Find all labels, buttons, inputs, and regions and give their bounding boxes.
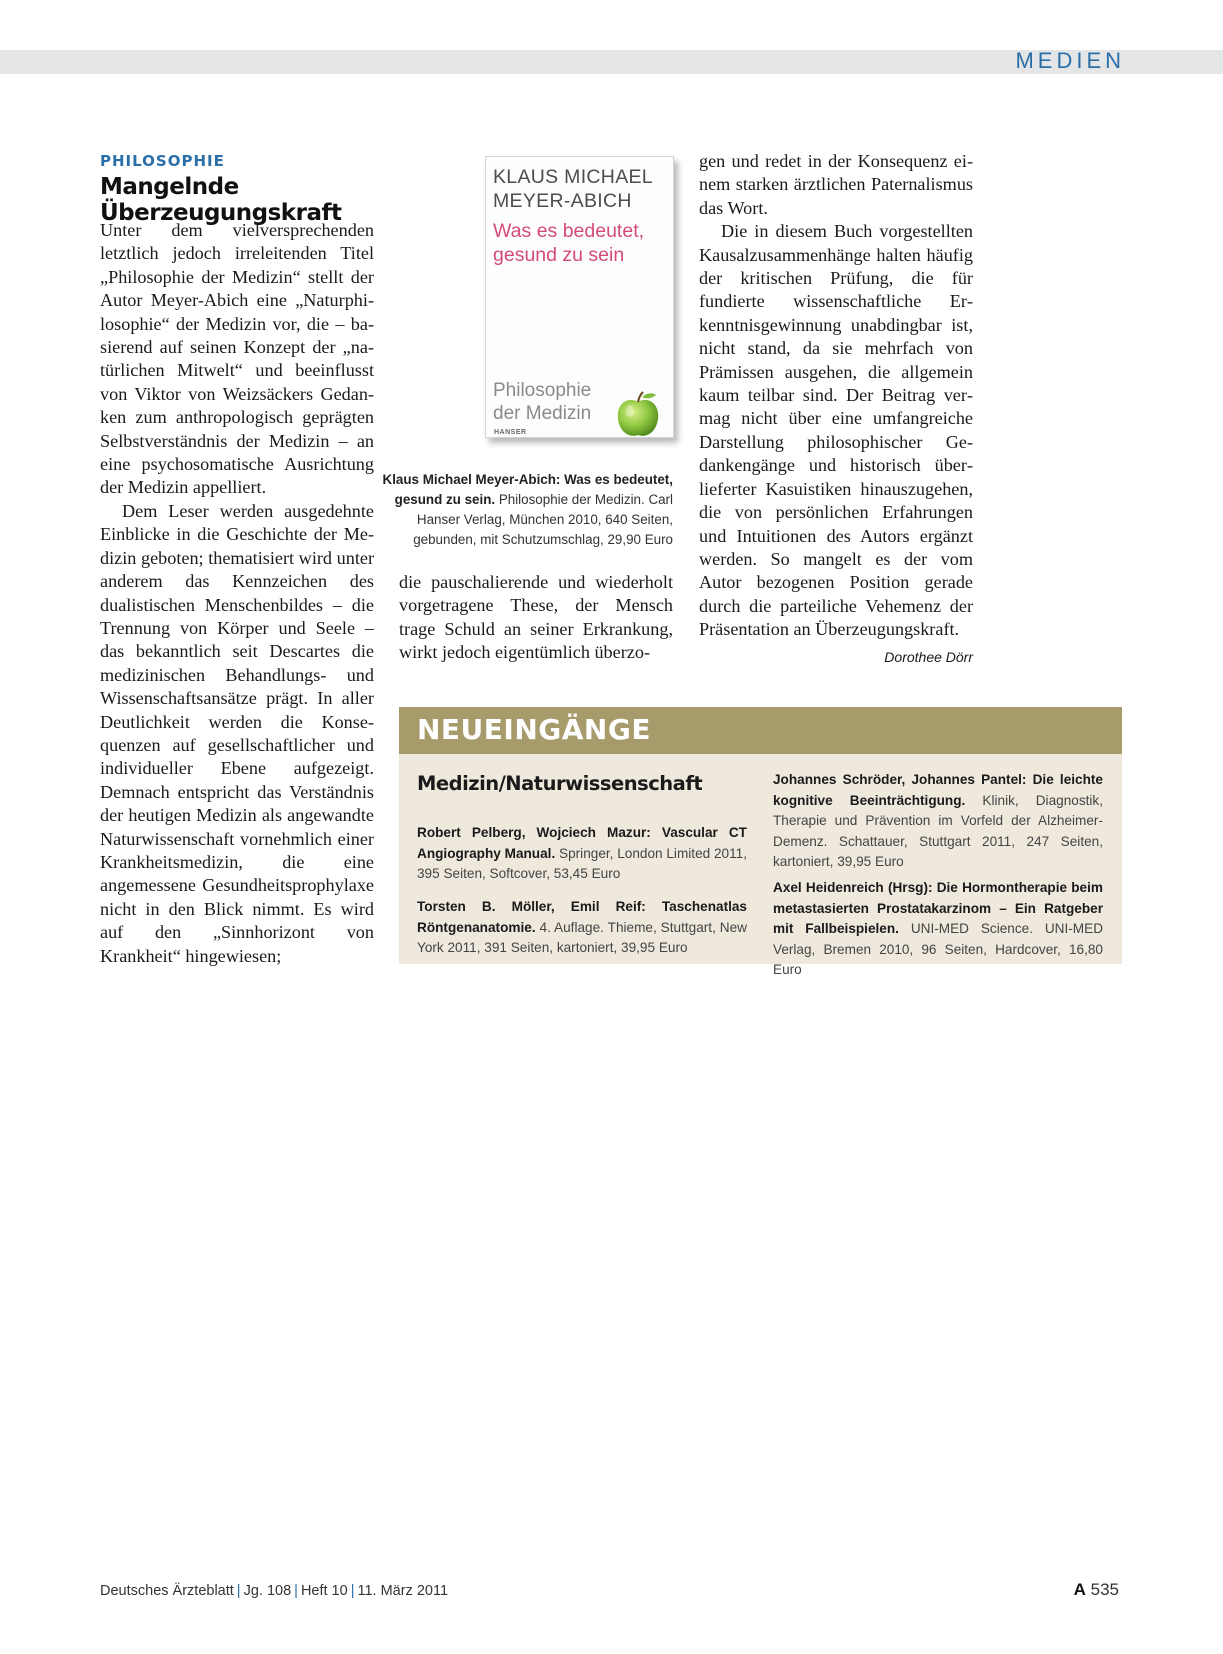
image-caption bbox=[380, 470, 673, 550]
list-item bbox=[773, 878, 1103, 981]
page-number-value: 535 bbox=[1090, 1580, 1119, 1599]
neueingaenge-box bbox=[399, 707, 1122, 977]
article-column-3 bbox=[699, 150, 973, 669]
caption-details: Philosophie der Medizin. Carl Hanser Verlag, München 2010, 640 Seiten, gebunden, mit Schutzumschlag, 29,90 Euro bbox=[413, 492, 673, 547]
article-column-2 bbox=[399, 571, 673, 665]
book-cover bbox=[485, 156, 674, 438]
article-author: Dorothee Dörr bbox=[884, 648, 973, 665]
article-column-1 bbox=[100, 219, 374, 968]
entry-details: Springer, London Limited 2011, 395 Seiten, Softcover, 53,45 Euro bbox=[417, 845, 747, 881]
paragraph: Dem Leser werden ausgedehnte Einblicke in die Geschichte der Medizin geboten; thematisiert wird unter anderem das Kennzeichen des dualistischen Menschenbildes – die Trennung von Körper und Seele – das bekanntlich seit Descartes die medizinischen Behandlungs- und Wissenschaftsansätze prägt. In aller Deutlichkeit werden die Konsequenzen auf gesellschaftlicher und individueller Ebene aufgezeigt. Demnach entspricht das Verständnis der heutigen Medizin als angewandte Naturwissenschaft vornehmlich einer Krankheitsmedizin, die eine angemessene Gesundheitsprophylaxe nicht in den Blick nimmt. Es wird auf den „Sinnhorizont von Krankheit“ hingewiesen; bbox=[100, 500, 374, 966]
divider: | bbox=[294, 1583, 298, 1599]
paragraph: die pauschalierende und wiederholt vorgetragene These, der Mensch trage Schuld an seiner Erkrankung, wirkt jedoch eigentümlich überzo- bbox=[399, 572, 673, 663]
footer bbox=[100, 1583, 448, 1599]
entry-title: Robert Pelberg, Wojciech Mazur: Vascular CT Angiography Manual. bbox=[417, 825, 747, 861]
entry-details: 4. Auflage. Thieme, Stuttgart, New York 2011, 391 Seiten, kartoniert, 39,95 Euro bbox=[417, 919, 747, 955]
neueingaenge-header bbox=[399, 707, 1122, 754]
paragraph bbox=[699, 220, 973, 665]
list-item bbox=[417, 823, 747, 885]
cover-title: Was es bedeutet, gesund zu sein bbox=[493, 220, 645, 266]
journal-name: Deutsches Ärzteblatt bbox=[100, 1583, 234, 1599]
journal-date: 11. März 2011 bbox=[357, 1583, 449, 1599]
entry-details: UNI-MED Science. UNI-MED Verlag, Bremen 2010, 96 Seiten, Hardcover, 16,80 Euro bbox=[773, 921, 1104, 977]
entry-title: Axel Heidenreich (Hrsg): Die Hormontherapie beim metastasierten Prostatakarzinom – Ein Ratgeber mit Fallbeispielen. bbox=[773, 880, 1103, 936]
cover-author: KLAUS MICHAEL MEYER-ABICH bbox=[493, 166, 653, 212]
caption-title: Klaus Michael Meyer-Abich: Was es bedeutet, gesund zu sein. bbox=[382, 472, 673, 507]
paragraph: gen und redet in der Konsequenz einem starken ärztlichen Paternalismus das Wort. bbox=[699, 151, 973, 218]
page-prefix: A bbox=[1073, 1580, 1086, 1599]
paragraph-text: Die in diesem Buch vorgestellten Kausalzusammenhänge halten häufig der kritischen Prüfung, die für fundierte wissenschaftliche Erkenntnisgewinnung unabdingbar ist, nicht stand, da sie mehrfach von Prämissen ausgehen, die allgemein kaum teilbar sind. Der Beitrag vermag nicht über eine umfangreiche Darstellung philosophischer Gedankengänge und historisch überlieferter Kasuistiken hinauszugehen, die von persönlichen Erfahrungen und Intuitionen des Autors ergänzt werden. So mangelt es der vom Autor bezogenen Position gerade durch die parteiliche Vehemenz der Präsentation an Überzeugungskraft. bbox=[699, 221, 973, 640]
entry-title: Johannes Schröder, Johannes Pantel: Die leichte kognitive Beeinträchtigung. bbox=[773, 772, 1103, 808]
journal-issue: Heft 10 bbox=[300, 1583, 348, 1599]
section-label: MEDIEN bbox=[1015, 48, 1125, 73]
cover-subtitle: Philosophie der Medizin bbox=[493, 380, 592, 424]
divider: | bbox=[236, 1583, 241, 1599]
list-item bbox=[773, 770, 1103, 873]
entry-title: Torsten B. Möller, Emil Reif: Taschenatlas Röntgenanatomie. bbox=[417, 899, 747, 935]
article-kicker: PHILOSOPHIE bbox=[100, 152, 225, 170]
cover-publisher: HANSER bbox=[494, 429, 527, 436]
list-item bbox=[417, 897, 747, 959]
journal-volume: Jg. 108 bbox=[243, 1583, 292, 1599]
entry-details: Klinik, Diagnostik, Therapie und Prävention im Vorfeld der Alzheimer-Demenz. Schattauer, Stuttgart 2011, 247 Seiten, kartoniert, 39,95 Euro bbox=[773, 792, 1103, 869]
page-number bbox=[1074, 1580, 1119, 1600]
apple-icon bbox=[614, 389, 662, 439]
article-title: Mangelnde Überzeugungskraft bbox=[100, 174, 342, 226]
neueingaenge-title: NEUEINGÄNGE bbox=[417, 713, 651, 746]
divider: | bbox=[350, 1583, 355, 1599]
paragraph: Unter dem vielversprechenden letztlich jedoch irreleitenden Titel „Philosophie der Medizin“ stellt der Autor Meyer-Abich eine „Naturphilosophie“ der Medizin vor, die – basierend auf seinen Konzept der „natürlichen Mitwelt“ und beeinflusst von Viktor von Weizsäckers Gedanken zum anthropologisch geprägten Selbstverständnis der Medizin – an eine psychosomatische Ausrichtung der Medizin appelliert. bbox=[100, 220, 374, 498]
neueingaenge-subheading: Medizin/Naturwissenschaft bbox=[417, 772, 703, 795]
